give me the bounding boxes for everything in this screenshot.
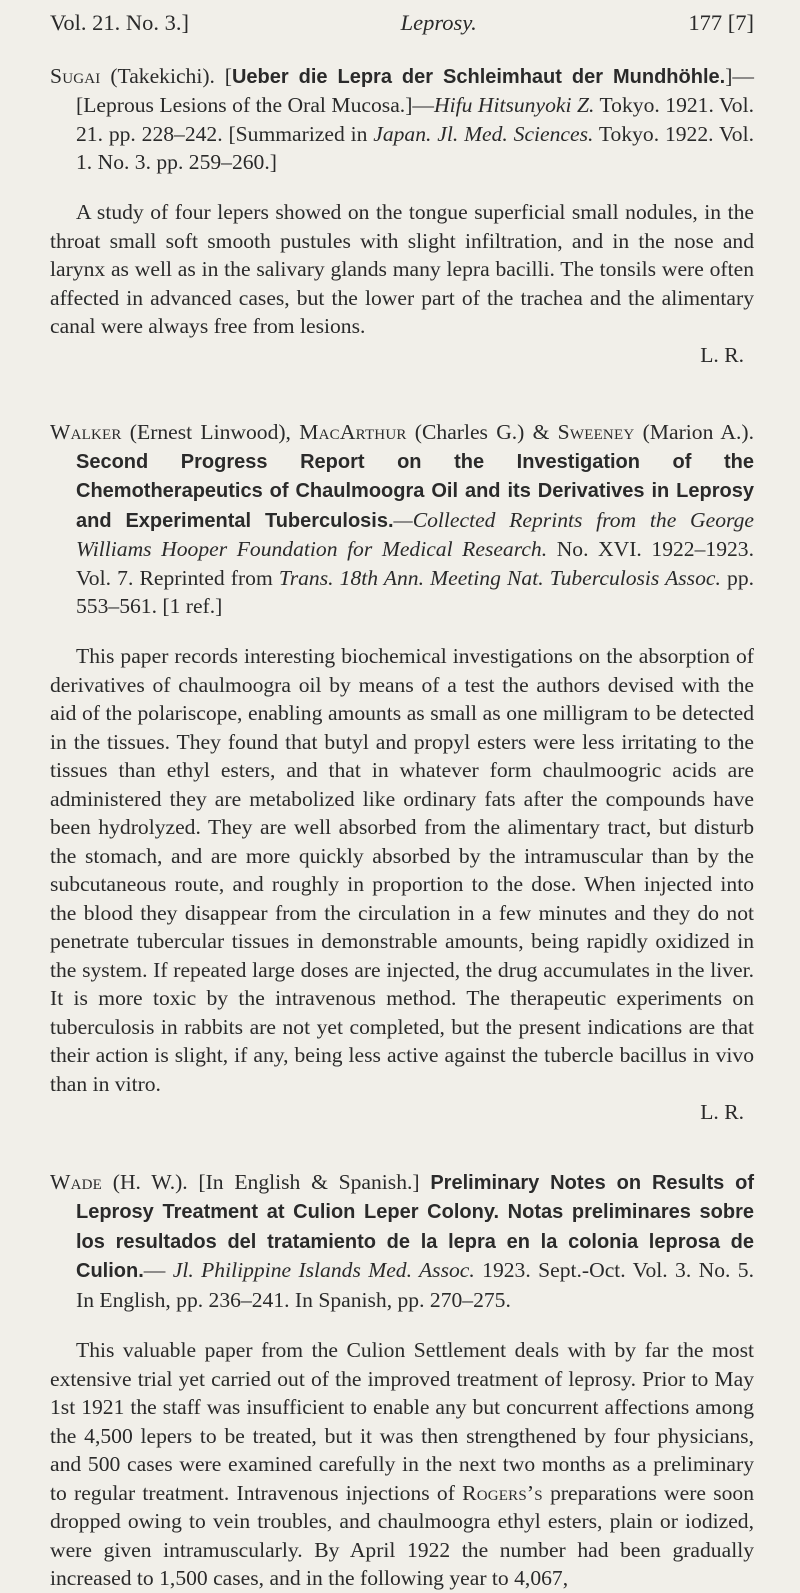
journal-name: Hifu Hitsunyoki Z. <box>433 93 595 118</box>
abstract-text: This valuable paper from the Culion Settlement deals with by far the most extensive trial yet carried out of the improved treatment of leprosy. Prior to May 1st 1921 the staff was insufficient to enable any but concurrent affections among the 4,500 lepers to be treated, but it was then strengthened by four physicians, and 500 cases were examined carefully in the next two months as a preliminary to regular treatment. Intravenous injections of Rogers’s preparations were soon dropped owing to vein troubles, and chaulmoogra ethyl esters, plain or iodized, were given intramuscularly. By April 1922 the number had been gradually increased to 1,500 cases, and in the following year to 4,067, <box>50 1338 754 1591</box>
abstract-entry-walker <box>50 418 754 1126</box>
collection-name: —Collected Reprints from the George Williams Hooper Foundation for Medical Research. <box>76 507 754 562</box>
translated-title: —[Leprous Lesions of the Oral Mucosa.]— <box>76 63 754 118</box>
article-title: Second Progress Report on the Investigation of the Chemotherapeutics of Chaulmoogra Oil and its Derivatives in Leprosy and Experimental Tuberculosis. <box>76 450 754 532</box>
author-reference: Rogers’s <box>462 1480 543 1505</box>
citation-details: Tokyo. 1921. Vol. 21. pp. 228–242. [Summarized in <box>76 93 754 146</box>
citation-details: No. XVI. 1922–1923. Vol. 7. Reprinted from <box>76 537 754 590</box>
volume-issue: Vol. 21. No. 3.] <box>50 10 189 35</box>
citation: Wade (H. W.). [In English & Spanish.] Preliminary Notes on Results of Leprosy Treatment at Culion Leper Colony. Notas preliminares sobre los resultados del tratamiento de la lepra en la colonia leprosa de Culion.— Jl. Philippine Islands Med. Assoc. 1923. Sept.-Oct. Vol. 3. No. 5. In English, pp. 236–241. In Spanish, pp. 270–275. <box>50 1169 754 1312</box>
section-title: Leprosy. <box>400 10 477 35</box>
abstract-entry-sugai <box>50 62 754 369</box>
journal-name: Jl. Philippine Islands Med. Assoc. <box>172 1258 475 1283</box>
citation-details: 1923. Sept.-Oct. Vol. 3. No. 5. In English, pp. 236–241. In Spanish, pp. 270–275. <box>76 1258 754 1312</box>
journal-name: Trans. 18th Ann. Meeting Nat. Tuberculosis Assoc. <box>278 565 721 590</box>
author-name: Walker <box>50 420 122 445</box>
page-number: 177 [7] <box>688 10 754 35</box>
abstract-entry-wade <box>50 1168 754 1593</box>
author-name: Wade <box>50 1169 103 1194</box>
reviewer-initials: L. R. <box>700 342 744 367</box>
author-name: Sweeney <box>557 420 635 445</box>
abstract-text: This paper records interesting biochemical investigations on the absorption of derivatives of chaulmoogra oil by means of a test the authors devised with the aid of the polariscope, enabling amounts as small as one milligram to be detected in the tissues. They found that butyl and propyl esters were less irritating to the tissues than ethyl esters, and that in whatever form chaulmoogric acids are administered they are metabolized like ordinary fats after the compounds have been hydrolyzed. They are well absorbed from the alimentary tract, but disturb the stomach, and are more quickly absorbed by the intramuscular than by the subcutaneous route, and roughly in proportion to the dose. When injected into the blood they disappear from the circulation in a few minutes and they do not penetrate tubercular tissues in demonstrable amounts, being rapidly oxidized in the system. If repeated large doses are injected, the drug accumulates in the liver. It is more toxic by the intravenous method. The therapeutic experiments on tuberculosis in rabbits are not yet completed, but the present indications are that their action is slight, if any, being less active against the tubercle bacillus in vivo than in vitro. <box>50 644 754 1096</box>
article-title: Ueber die Lepra der Schleimhaut der Mundhöhle. <box>231 65 726 88</box>
author-name: MacArthur <box>299 420 407 445</box>
reviewer-initials: L. R. <box>700 1100 744 1125</box>
journal-name-secondary: Japan. Jl. Med. Sciences. <box>373 121 594 146</box>
running-head <box>50 6 754 40</box>
author-name: Sugai <box>50 63 101 88</box>
citation: Walker (Ernest Linwood), MacArthur (Charles G.) & Sweeney (Marion A.). Second Progress Report on the Investigation of the Chemotherapeutics of Chaulmoogra Oil and its Derivatives in Leprosy and Experimental Tuberculosis.—Collected Reprints from the George Williams Hooper Foundation for Medical Research. No. XVI. 1922–1923. Vol. 7. Reprinted from Trans. 18th Ann. Meeting Nat. Tuberculosis Assoc. pp. 553–561. [1 ref.] <box>50 420 755 619</box>
abstract-text: A study of four lepers showed on the tongue superficial small nodules, in the throat small soft smooth pustules with slight infiltration, and in the nose and larynx as well as in the salivary glands many lepra bacilli. The tonsils were often affected in advanced cases, but the lower part of the trachea and the alimentary canal were always free from lesions. <box>50 200 754 339</box>
article-title: Preliminary Notes on Results of Leprosy Treatment at Culion Leper Colony. Notas preliminares sobre los resultados del tratamiento de la lepra en la colonia leprosa de Culion. <box>76 1171 754 1283</box>
citation: Sugai (Takekichi). [Ueber die Lepra der Schleimhaut der Mundhöhle.]—[Leprous Lesions of the Oral Mucosa.]—Hifu Hitsunyoki Z. Tokyo. 1921. Vol. 21. pp. 228–242. [Summarized in Japan. Jl. Med. Sciences. Tokyo. 1922. Vol. 1. No. 3. pp. 259–260.] <box>50 63 754 175</box>
